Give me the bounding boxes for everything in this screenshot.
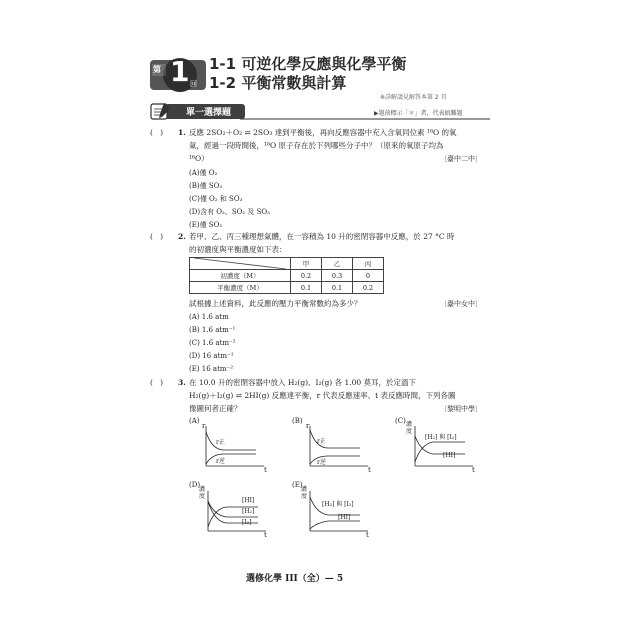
section-title: 單一選擇題 <box>186 108 232 118</box>
chapter-number: 1 <box>170 55 190 88</box>
graph-e-label: (E) <box>292 481 303 489</box>
table-row-label: 平衡濃度（M） <box>190 282 291 294</box>
graph-a-x-axis: t <box>264 466 267 474</box>
chapter-label: 第 <box>153 65 161 74</box>
graph-b-y-axis: r <box>306 422 310 430</box>
graph-a-label: (A) <box>189 417 200 425</box>
q2-stem-line2: 的初濃度與平衡濃度如下表： <box>189 245 287 254</box>
graph-c-curve-bottom: [HI] <box>443 452 456 459</box>
q2-option-e: (E) 16 atm⁻² <box>189 365 234 373</box>
q2-option-c: (C) 1.6 atm⁻² <box>189 339 236 347</box>
q3-stem-line3: 像圖何者正確？ <box>189 404 242 413</box>
table-cell: 0.1 <box>322 282 353 294</box>
q3-answer-paren[interactable]: ( ) <box>150 378 164 387</box>
q1-stem-line2: 氣，經過一段時間後，¹⁸O 原子存在於下列哪些分子中？（原來的氧原子均為 <box>189 141 444 150</box>
graph-e-curve-bottom: [HI] <box>338 514 351 521</box>
graph-c-label: (C) <box>395 417 406 425</box>
q1-number: 1. <box>178 128 186 137</box>
q1-option-b: (B)僅 SO₃ <box>189 182 223 190</box>
q3-stem-line1: 在 10.0 升的密閉容器中放入 H₂(g)、I₂(g) 各 1.00 莫耳，於定溫下 <box>189 378 417 387</box>
graph-d-x-axis: t <box>264 531 267 539</box>
q3-number: 3. <box>178 378 186 387</box>
graph-d-curve-top: [HI] <box>242 497 255 504</box>
chapter-title-2: 1-2 平衡常數與計算 <box>209 74 347 92</box>
table-diagonal <box>194 258 286 269</box>
graph-d-label: (D) <box>189 481 201 489</box>
q2-option-a: (A) 1.6 atm <box>189 313 229 321</box>
graph-a <box>196 422 268 474</box>
q1-stem-line3: ¹⁶O） <box>189 154 209 163</box>
table-cell: 0.3 <box>322 270 353 282</box>
pencil-icon <box>150 101 172 121</box>
graph-c-curve-top: [H₂] 與 [I₂] <box>425 434 457 441</box>
q1-option-e: (E)僅 SO₂ <box>189 221 223 229</box>
answer-reference-note: ※詳解請見解答本第 2 頁 <box>380 94 447 101</box>
graph-b-curve-bottom: r逆 <box>317 459 326 466</box>
chapter-title-1: 1-1 可逆化學反應與化學平衡 <box>209 55 407 73</box>
q2-question: 試根據上述資料，此反應的壓力平衡常數約為多少？ <box>189 299 362 308</box>
table-corner-cell <box>190 258 291 270</box>
q2-number: 2. <box>178 232 186 241</box>
graph-a-y-axis: r <box>202 422 206 430</box>
q1-option-d: (D)含有 O₂、SO₂ 及 SO₃ <box>189 208 270 216</box>
page-footer: 選修化學 III（全）— 5 <box>246 574 344 584</box>
table-row-label: 初濃度（M） <box>190 270 291 282</box>
graph-c <box>405 422 477 474</box>
graph-d-curve-mid: [H₂] <box>242 508 255 515</box>
q2-stem-line1: 若甲、乙、丙三種理想氣體，在一容積為 10 升的密閉容器中反應，於 27 °C 時 <box>189 232 455 241</box>
table-row <box>190 282 384 294</box>
graph-d-y-axis: 濃度 <box>199 486 206 500</box>
q1-answer-paren[interactable]: ( ) <box>150 128 164 137</box>
graph-c-x-axis: t <box>472 466 475 474</box>
graph-c-y-axis: 濃度 <box>406 421 413 435</box>
difficulty-note: ▶題前標示「＊」者，代表搞難題 <box>374 110 463 117</box>
graph-e-x-axis: t <box>366 531 369 539</box>
table-cell: 0 <box>353 270 384 282</box>
table-cell: 0.2 <box>353 282 384 294</box>
graph-b-label: (B) <box>292 417 303 425</box>
graph-e-y-axis: 濃度 <box>301 486 308 500</box>
q3-source: 〔黎明中學〕 <box>440 405 482 413</box>
q2-option-d: (D) 16 atm⁻¹ <box>189 352 234 360</box>
q1-stem-line1: 反應 2SO₂＋O₂ ⇌ 2SO₃ 達到平衡後，再向反應容器中充入含氧同位素 ¹⁸O 的氧 <box>189 128 457 137</box>
q2-option-b: (B) 1.6 atm⁻¹ <box>189 326 236 334</box>
table-header-cell: 乙 <box>322 258 353 270</box>
graph-b-curve-top: r正 <box>317 438 326 445</box>
graph-a-curve-bottom: r逆 <box>216 458 225 465</box>
table-header-cell: 甲 <box>291 258 322 270</box>
graph-d-curve-bottom: [I₂] <box>242 519 252 526</box>
chapter-suffix: 回 <box>190 80 197 88</box>
table-header-cell: 丙 <box>353 258 384 270</box>
graph-a-curve-top: r正 <box>216 439 225 446</box>
table-header-row <box>190 258 384 270</box>
q2-answer-paren[interactable]: ( ) <box>150 232 164 241</box>
concentration-table <box>189 257 384 294</box>
graph-d <box>198 487 270 539</box>
q1-option-c: (C)僅 O₂ 和 SO₃ <box>189 195 243 203</box>
table-cell: 0.2 <box>291 270 322 282</box>
graph-b-x-axis: t <box>368 466 371 474</box>
q1-source: 〔臺中二中〕 <box>440 155 482 163</box>
q2-source: 〔臺中女中〕 <box>440 300 482 308</box>
q1-option-a: (A)僅 O₂ <box>189 169 218 177</box>
graph-e <box>300 487 372 539</box>
table-row <box>190 270 384 282</box>
graph-b <box>300 422 372 474</box>
q3-stem-line2: H₂(g)＋I₂(g) ⇌ 2HI(g) 反應達平衡，r 代表反應速率、t 表反應時間，下列各圖 <box>189 391 456 400</box>
graph-e-curve-top: [H₂] 與 [I₂] <box>322 501 354 508</box>
table-cell: 0.1 <box>291 282 322 294</box>
